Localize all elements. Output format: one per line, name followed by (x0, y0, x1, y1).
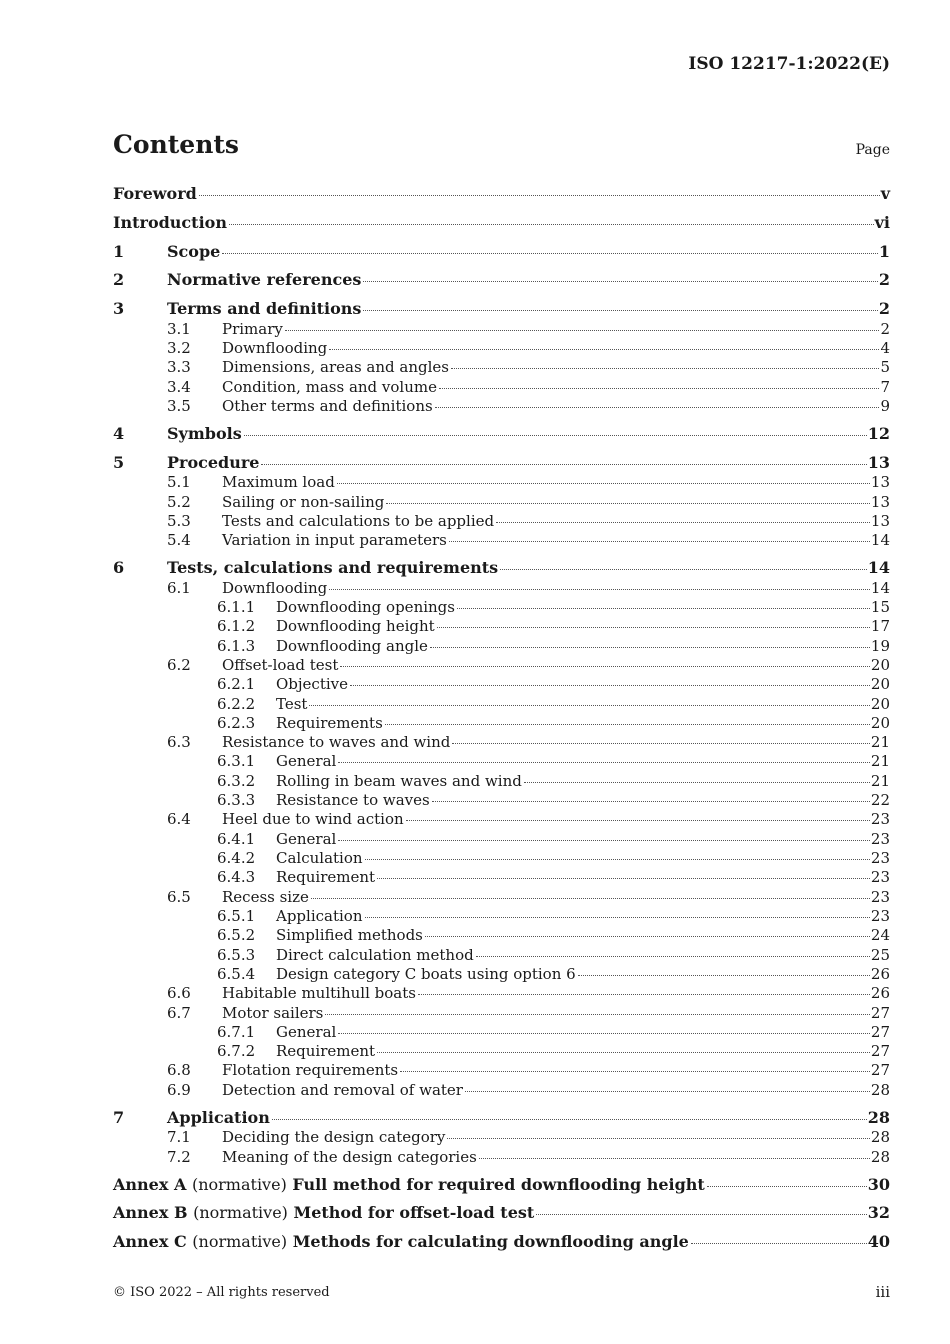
toc-page-number: 23 (870, 907, 890, 925)
toc-entry[interactable] (113, 558, 890, 578)
toc-entry[interactable] (113, 732, 890, 752)
toc-entry[interactable] (113, 1127, 890, 1147)
toc-entry[interactable] (113, 213, 890, 233)
toc-page-number: 23 (870, 868, 890, 886)
toc-leader-dots (479, 1157, 870, 1159)
toc-entry-title (113, 1203, 534, 1223)
toc-page-number: 19 (870, 637, 890, 655)
toc-leader-dots (500, 568, 867, 570)
page-column-label: Page (855, 142, 890, 158)
toc-entry[interactable] (113, 338, 890, 358)
toc-entry[interactable] (113, 396, 890, 416)
toc-entry-title: Objective (276, 675, 349, 693)
toc-page-number: 23 (870, 888, 890, 906)
toc-entry[interactable] (113, 1041, 890, 1061)
toc-entry-title: Application (167, 1108, 270, 1127)
toc-leader-dots (449, 540, 870, 542)
toc-page-number: 2 (878, 299, 890, 318)
toc-leader-dots (496, 521, 870, 523)
toc-page-number: 28 (870, 1148, 890, 1166)
toc-page-number: 9 (880, 397, 890, 415)
toc-entry-title: Habitable multihull boats (222, 984, 416, 1002)
toc-entry-number: 6.1 (167, 579, 191, 597)
toc-page-number: 13 (870, 473, 890, 491)
toc-entry[interactable] (113, 713, 890, 733)
toc-entry[interactable] (113, 1060, 890, 1080)
toc-entry[interactable] (113, 809, 890, 829)
toc-entry-number: 6.3.3 (217, 791, 256, 809)
toc-page-number: 20 (870, 656, 890, 674)
toc-entry-number: 6.1.3 (217, 637, 256, 655)
toc-entry[interactable] (113, 925, 890, 945)
toc-entry-title: Normative references (167, 270, 362, 289)
toc-page-number: 4 (880, 339, 890, 357)
toc-entry-number: 5.4 (167, 531, 191, 549)
toc-entry-title: Design category C boats using option 6 (276, 965, 576, 983)
toc-page-number: 15 (870, 598, 890, 616)
toc-page-number: 21 (870, 733, 890, 751)
toc-leader-dots (338, 1032, 870, 1034)
toc-page-number: 22 (870, 791, 890, 809)
toc-entry[interactable] (113, 751, 890, 771)
toc-annex-entry[interactable] (113, 1232, 890, 1252)
toc-entry-title: Downflooding openings (276, 598, 455, 616)
toc-leader-dots (244, 434, 867, 436)
toc-entry[interactable] (113, 492, 890, 512)
toc-page-number: 28 (867, 1108, 890, 1127)
toc-entry-number: 6.7.1 (217, 1023, 256, 1041)
toc-entry-number: 6.1.2 (217, 617, 256, 635)
toc-entry[interactable] (113, 357, 890, 377)
toc-page-number: v (880, 184, 890, 203)
toc-entry-title: General (276, 1023, 337, 1041)
toc-entry-title: General (276, 830, 337, 848)
toc-leader-dots (229, 223, 874, 225)
toc-entry-title: Downflooding angle (276, 637, 428, 655)
toc-entry[interactable] (113, 299, 890, 319)
toc-entry-number: 4 (113, 424, 125, 443)
toc-page-number: vi (874, 213, 890, 232)
toc-entry-title: Calculation (276, 849, 363, 867)
toc-entry-number: 6.4.3 (217, 868, 256, 886)
toc-entry-title: Procedure (167, 453, 260, 472)
toc-page-number: 28 (870, 1081, 890, 1099)
toc-entry[interactable] (113, 771, 890, 791)
toc-entry-number: 6.4.2 (217, 849, 256, 867)
toc-page-number: 26 (870, 965, 890, 983)
toc-leader-dots (437, 626, 870, 628)
toc-entry-title: Requirements (276, 714, 383, 732)
toc-entry[interactable] (113, 472, 890, 492)
toc-entry-number: 7 (113, 1108, 125, 1127)
footer-page-number: iii (875, 1283, 890, 1301)
toc-leader-dots (340, 665, 870, 667)
toc-entry-title: Flotation requirements (222, 1061, 399, 1079)
toc-entry-number: 6.5.4 (217, 965, 256, 983)
toc-leader-dots (452, 742, 870, 744)
toc-page-number: 13 (870, 512, 890, 530)
toc-entry-title: Downflooding height (276, 617, 435, 635)
toc-entry-title: Condition, mass and volume (222, 378, 437, 396)
annex-title: Method for offset-load test (293, 1203, 535, 1222)
toc-entry-number: 6 (113, 558, 125, 577)
toc-entry-title: General (276, 752, 337, 770)
toc-page-number: 27 (870, 1042, 890, 1060)
toc-entry[interactable] (113, 674, 890, 694)
toc-entry-title: Scope (167, 242, 221, 261)
toc-page-number: 27 (870, 1061, 890, 1079)
toc-entry-title: Requirement (276, 1042, 376, 1060)
toc-entry-number: 1 (113, 242, 125, 261)
toc-leader-dots (325, 1013, 870, 1015)
toc-page-number: 30 (867, 1175, 890, 1194)
toc-page-number: 7 (880, 378, 890, 396)
toc-entry-title: Primary (222, 320, 283, 338)
toc-leader-dots (377, 877, 870, 879)
toc-annex-entry[interactable] (113, 1175, 890, 1195)
toc-entry-title: Variation in input parameters (222, 531, 447, 549)
toc-leader-dots (365, 858, 870, 860)
toc-entry-title: Terms and definitions (167, 299, 362, 318)
toc-page-number: 12 (867, 424, 890, 443)
toc-leader-dots (222, 252, 878, 254)
toc-entry[interactable] (113, 964, 890, 984)
toc-entry-number: 3.5 (167, 397, 191, 415)
toc-entry-title: Other terms and definitions (222, 397, 433, 415)
toc-leader-dots (338, 761, 870, 763)
toc-entry[interactable] (113, 887, 890, 907)
toc-page-number: 13 (867, 453, 890, 472)
toc-leader-dots (457, 607, 870, 609)
toc-leader-dots (451, 367, 879, 369)
toc-entry-number: 3.4 (167, 378, 191, 396)
toc-entry-number: 5.1 (167, 473, 191, 491)
toc-leader-dots (447, 1137, 870, 1139)
toc-entry-title: Resistance to waves (276, 791, 430, 809)
toc-entry-title: Simplified methods (276, 926, 423, 944)
toc-entry[interactable] (113, 655, 890, 675)
toc-entry-title: Maximum load (222, 473, 335, 491)
toc-page-number: 13 (870, 493, 890, 511)
annex-label: Annex C (113, 1232, 187, 1251)
toc-leader-dots (418, 993, 870, 995)
toc-entry-title: Dimensions, areas and angles (222, 358, 449, 376)
toc-entry-title: Detection and removal of water (222, 1081, 463, 1099)
toc-entry[interactable] (113, 270, 890, 290)
toc-entry-title (113, 1175, 705, 1195)
toc-leader-dots (707, 1185, 867, 1187)
toc-leader-dots (524, 781, 870, 783)
toc-page-number: 27 (870, 1023, 890, 1041)
toc-leader-dots (425, 935, 870, 937)
toc-entry[interactable] (113, 694, 890, 714)
toc-page-number: 32 (867, 1203, 890, 1222)
toc-entry[interactable] (113, 983, 890, 1003)
toc-entry[interactable] (113, 636, 890, 656)
toc-leader-dots (465, 1090, 870, 1092)
toc-entry-number: 6.2.2 (217, 695, 256, 713)
toc-page-number: 28 (870, 1128, 890, 1146)
page-title: Contents (113, 130, 240, 159)
toc-leader-dots (439, 387, 879, 389)
toc-entry-number: 6.7 (167, 1004, 191, 1022)
footer-copyright: © ISO 2022 – All rights reserved (113, 1285, 330, 1300)
toc-entry-number: 7.2 (167, 1148, 191, 1166)
toc-entry[interactable] (113, 578, 890, 598)
toc-leader-dots (350, 684, 870, 686)
toc-entry-number: 6.5.3 (217, 946, 256, 964)
toc-entry-number: 6.5.1 (217, 907, 256, 925)
toc-page-number: 25 (870, 946, 890, 964)
toc-entry-title: Introduction (113, 213, 227, 232)
toc-entry-number: 6.2.1 (217, 675, 256, 693)
toc-entry[interactable] (113, 906, 890, 926)
toc-entry[interactable] (113, 1108, 890, 1128)
toc-leader-dots (337, 482, 870, 484)
annex-title: Full method for required downflooding height (292, 1175, 705, 1194)
toc-entry[interactable] (113, 616, 890, 636)
toc-leader-dots (199, 194, 880, 196)
toc-page-number: 20 (870, 714, 890, 732)
toc-page-number: 23 (870, 810, 890, 828)
annex-type: (normative) (192, 1232, 288, 1251)
toc-leader-dots (430, 646, 870, 648)
annex-type: (normative) (191, 1175, 287, 1194)
toc-entry-number: 3.3 (167, 358, 191, 376)
toc-entry-number: 6.5 (167, 888, 191, 906)
annex-title: Methods for calculating downflooding angle (292, 1232, 689, 1251)
toc-leader-dots (272, 1118, 867, 1120)
toc-page-number: 5 (880, 358, 890, 376)
toc-page-number: 20 (870, 675, 890, 693)
toc-page-number: 2 (880, 320, 890, 338)
toc-entry-number: 5.2 (167, 493, 191, 511)
toc-leader-dots (338, 839, 870, 841)
toc-leader-dots (377, 1051, 870, 1053)
document-identifier: ISO 12217-1:2022(E) (688, 54, 890, 74)
toc-leader-dots (385, 723, 870, 725)
toc-page-number: 24 (870, 926, 890, 944)
toc-page-number: 27 (870, 1004, 890, 1022)
toc-entry-title: Heel due to wind action (222, 810, 404, 828)
toc-leader-dots (691, 1242, 867, 1244)
toc-entry[interactable] (113, 945, 890, 965)
toc-page-number: 14 (870, 579, 890, 597)
toc-page-number: 2 (878, 270, 890, 289)
toc-entry-number: 2 (113, 270, 125, 289)
toc-entry-number: 6.2 (167, 656, 191, 674)
toc-entry-number: 7.1 (167, 1128, 191, 1146)
toc-entry-title: Foreword (113, 184, 197, 203)
toc-entry-number: 6.4 (167, 810, 191, 828)
toc-entry-title: Tests, calculations and requirements (167, 558, 499, 577)
toc-annex-entry[interactable] (113, 1203, 890, 1223)
toc-leader-dots (578, 974, 870, 976)
toc-leader-dots (365, 916, 870, 918)
toc-entry[interactable] (113, 1022, 890, 1042)
toc-entry-number: 3.1 (167, 320, 191, 338)
toc-entry[interactable] (113, 319, 890, 339)
toc-entry[interactable] (113, 377, 890, 397)
toc-entry[interactable] (113, 1080, 890, 1100)
toc-entry[interactable] (113, 867, 890, 887)
toc-leader-dots (432, 800, 870, 802)
toc-leader-dots (406, 819, 870, 821)
toc-leader-dots (261, 463, 866, 465)
toc-entry[interactable] (113, 829, 890, 849)
toc-entry-title: Requirement (276, 868, 376, 886)
toc-page-number: 26 (870, 984, 890, 1002)
toc-entry-number: 3.2 (167, 339, 191, 357)
toc-entry-number: 6.9 (167, 1081, 191, 1099)
toc-page-number: 40 (867, 1232, 890, 1251)
toc-entry-number: 5.3 (167, 512, 191, 530)
toc-entry-number: 6.2.3 (217, 714, 256, 732)
toc-leader-dots (386, 502, 870, 504)
toc-page-number: 20 (870, 695, 890, 713)
toc-entry-number: 6.5.2 (217, 926, 256, 944)
annex-type: (normative) (193, 1203, 288, 1222)
toc-page-number: 23 (870, 849, 890, 867)
toc-page-number: 1 (878, 242, 890, 261)
toc-leader-dots (311, 897, 870, 899)
toc-entry-title: Rolling in beam waves and wind (276, 772, 522, 790)
toc-entry-title: Application (276, 907, 363, 925)
toc-entry[interactable] (113, 530, 890, 550)
toc-entry[interactable] (113, 511, 890, 531)
toc-entry-number: 6.3.1 (217, 752, 256, 770)
toc-entry[interactable] (113, 184, 890, 204)
toc-entry-title: Motor sailers (222, 1004, 324, 1022)
toc-entry-title: Downflooding (222, 339, 328, 357)
toc-leader-dots (363, 309, 877, 311)
toc-leader-dots (285, 329, 880, 331)
toc-entry-number: 6.8 (167, 1061, 191, 1079)
toc-entry-number: 3 (113, 299, 125, 318)
toc-page-number: 23 (870, 830, 890, 848)
toc-entry-title: Meaning of the design categories (222, 1148, 477, 1166)
toc-entry-number: 6.3.2 (217, 772, 256, 790)
toc-entry-number: 5 (113, 453, 125, 472)
toc-entry-title: Deciding the design category (222, 1128, 446, 1146)
toc-entry[interactable] (113, 1003, 890, 1023)
toc-leader-dots (363, 280, 877, 282)
toc-entry-title (113, 1232, 689, 1252)
toc-leader-dots (536, 1213, 866, 1215)
toc-entry-number: 6.6 (167, 984, 191, 1002)
toc-entry-title: Tests and calculations to be applied (222, 512, 495, 530)
toc-page-number: 21 (870, 752, 890, 770)
toc-page-number: 17 (870, 617, 890, 635)
toc-leader-dots (476, 955, 870, 957)
annex-label: Annex A (113, 1175, 187, 1194)
toc-entry[interactable] (113, 453, 890, 473)
toc-entry-number: 6.1.1 (217, 598, 256, 616)
toc-entry[interactable] (113, 242, 890, 262)
toc-entry-title: Recess size (222, 888, 309, 906)
toc-entry-number: 6.7.2 (217, 1042, 256, 1060)
toc-leader-dots (435, 406, 880, 408)
toc-entry-title: Direct calculation method (276, 946, 474, 964)
toc-leader-dots (329, 588, 870, 590)
toc-entry-number: 6.4.1 (217, 830, 256, 848)
toc-entry-title: Downflooding (222, 579, 328, 597)
toc-entry[interactable] (113, 597, 890, 617)
toc-entry-title: Symbols (167, 424, 242, 443)
toc-page-number: 21 (870, 772, 890, 790)
toc-entry-title: Test (276, 695, 308, 713)
toc-leader-dots (329, 348, 879, 350)
toc-entry-number: 6.3 (167, 733, 191, 751)
toc-leader-dots (309, 704, 869, 706)
toc-leader-dots (400, 1070, 870, 1072)
toc-page-number: 14 (867, 558, 890, 577)
toc-page-number: 14 (870, 531, 890, 549)
toc-entry[interactable] (113, 424, 890, 444)
toc-entry-title: Sailing or non-sailing (222, 493, 385, 511)
toc-entry[interactable] (113, 848, 890, 868)
annex-label: Annex B (113, 1203, 188, 1222)
toc-entry[interactable] (113, 790, 890, 810)
toc-entry-title: Offset-load test (222, 656, 339, 674)
toc-entry-title: Resistance to waves and wind (222, 733, 451, 751)
toc-entry[interactable] (113, 1147, 890, 1167)
